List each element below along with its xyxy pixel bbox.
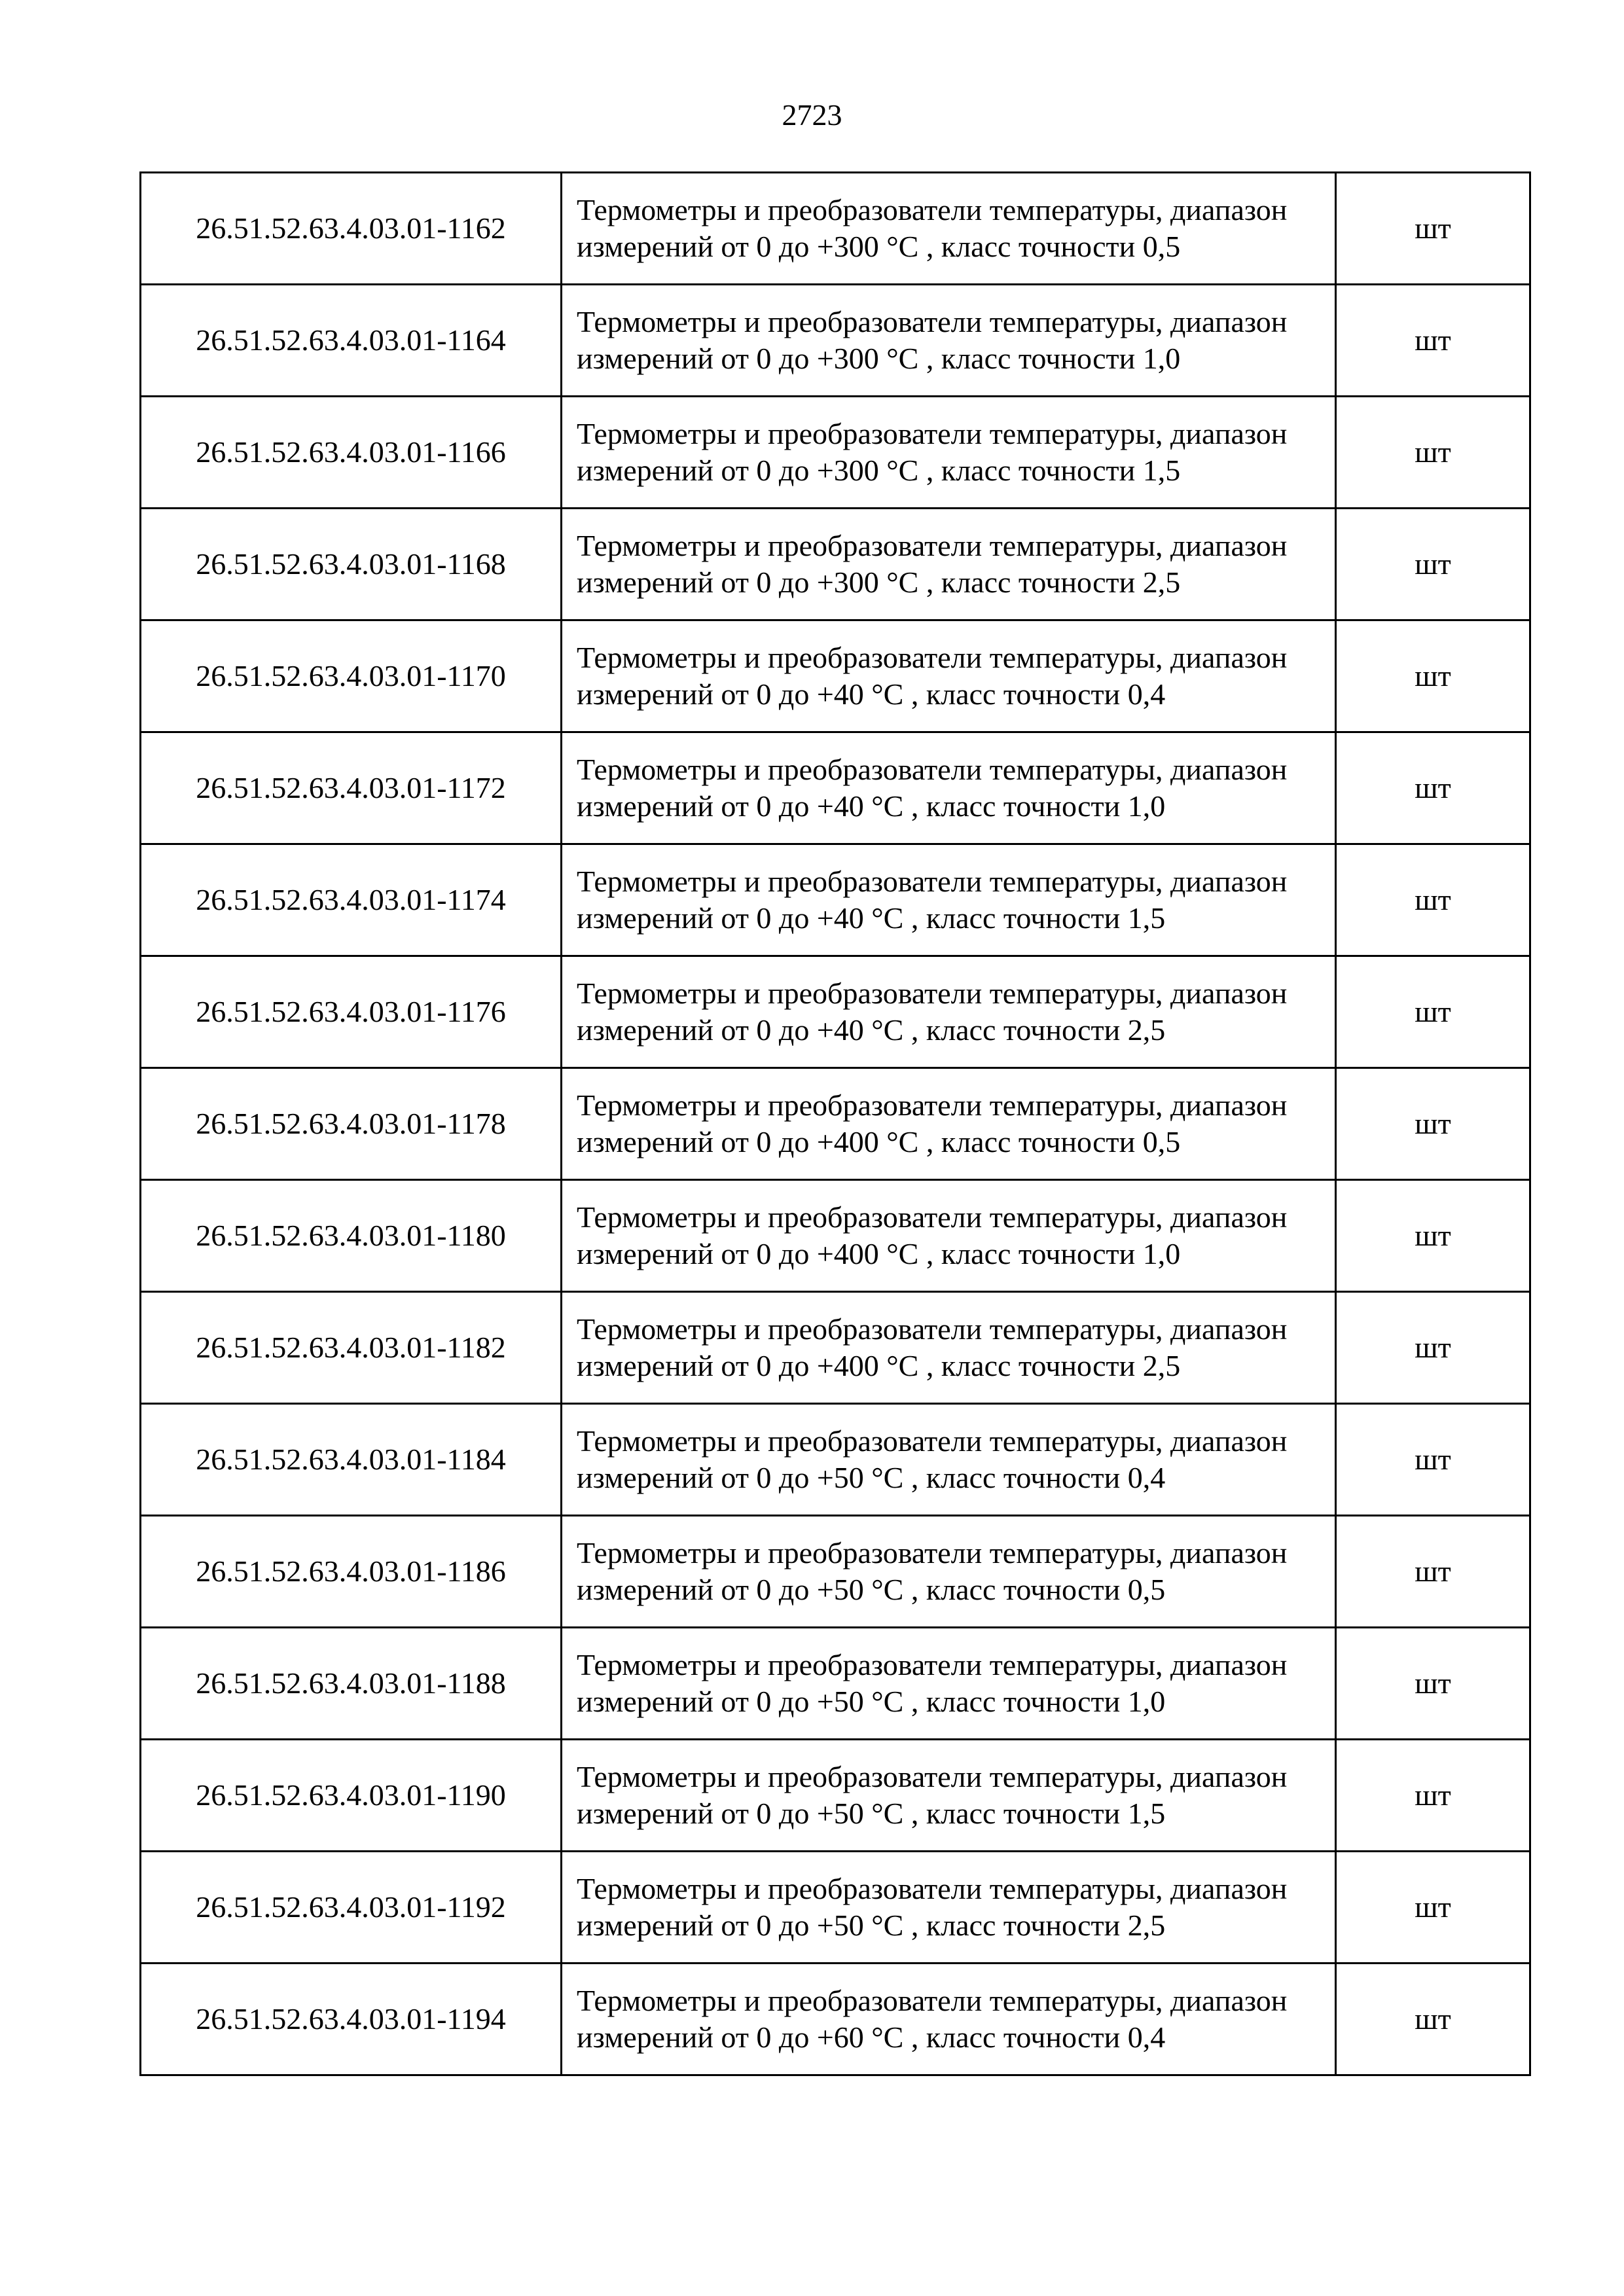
row-code: 26.51.52.63.4.03.01-1180	[141, 1180, 562, 1292]
row-description: Термометры и преобразователи температуры, диапазон измерений от 0 до +400 °С , класс точности 1,0	[562, 1180, 1336, 1292]
table-row	[141, 1964, 1530, 2075]
row-description: Термометры и преобразователи температуры, диапазон измерений от 0 до +50 °С , класс точности 1,0	[562, 1628, 1336, 1740]
table-row	[141, 1516, 1530, 1628]
row-code: 26.51.52.63.4.03.01-1186	[141, 1516, 562, 1628]
table-row	[141, 1628, 1530, 1740]
row-code: 26.51.52.63.4.03.01-1178	[141, 1068, 562, 1180]
row-code: 26.51.52.63.4.03.01-1168	[141, 509, 562, 620]
row-description: Термометры и преобразователи температуры, диапазон измерений от 0 до +400 °С , класс точности 2,5	[562, 1292, 1336, 1404]
row-code: 26.51.52.63.4.03.01-1190	[141, 1740, 562, 1852]
table-row	[141, 844, 1530, 956]
table-row	[141, 509, 1530, 620]
row-unit: шт	[1336, 844, 1530, 956]
row-unit: шт	[1336, 620, 1530, 732]
row-code: 26.51.52.63.4.03.01-1194	[141, 1964, 562, 2075]
row-unit: шт	[1336, 1292, 1530, 1404]
table-row	[141, 285, 1530, 397]
table-row	[141, 732, 1530, 844]
table-row	[141, 1404, 1530, 1516]
row-code: 26.51.52.63.4.03.01-1176	[141, 956, 562, 1068]
row-description: Термометры и преобразователи температуры, диапазон измерений от 0 до +50 °С , класс точности 2,5	[562, 1852, 1336, 1964]
row-unit: шт	[1336, 1740, 1530, 1852]
row-description: Термометры и преобразователи температуры, диапазон измерений от 0 до +400 °С , класс точности 0,5	[562, 1068, 1336, 1180]
table-row	[141, 1740, 1530, 1852]
row-description: Термометры и преобразователи температуры, диапазон измерений от 0 до +50 °С , класс точности 0,4	[562, 1404, 1336, 1516]
row-code: 26.51.52.63.4.03.01-1174	[141, 844, 562, 956]
row-unit: шт	[1336, 1180, 1530, 1292]
row-code: 26.51.52.63.4.03.01-1166	[141, 397, 562, 509]
table-row	[141, 956, 1530, 1068]
row-code: 26.51.52.63.4.03.01-1172	[141, 732, 562, 844]
table-row	[141, 1292, 1530, 1404]
row-code: 26.51.52.63.4.03.01-1188	[141, 1628, 562, 1740]
row-unit: шт	[1336, 1404, 1530, 1516]
row-code: 26.51.52.63.4.03.01-1184	[141, 1404, 562, 1516]
row-description: Термометры и преобразователи температуры, диапазон измерений от 0 до +50 °С , класс точности 1,5	[562, 1740, 1336, 1852]
row-unit: шт	[1336, 732, 1530, 844]
row-description: Термометры и преобразователи температуры, диапазон измерений от 0 до +300 °С , класс точности 1,0	[562, 285, 1336, 397]
row-description: Термометры и преобразователи температуры, диапазон измерений от 0 до +40 °С , класс точности 2,5	[562, 956, 1336, 1068]
table-row	[141, 1068, 1530, 1180]
row-description: Термометры и преобразователи температуры, диапазон измерений от 0 до +40 °С , класс точности 1,5	[562, 844, 1336, 956]
row-unit: шт	[1336, 173, 1530, 285]
row-unit: шт	[1336, 1628, 1530, 1740]
row-code: 26.51.52.63.4.03.01-1182	[141, 1292, 562, 1404]
row-description: Термометры и преобразователи температуры, диапазон измерений от 0 до +300 °С , класс точности 2,5	[562, 509, 1336, 620]
row-code: 26.51.52.63.4.03.01-1162	[141, 173, 562, 285]
row-unit: шт	[1336, 1964, 1530, 2075]
row-description: Термометры и преобразователи температуры, диапазон измерений от 0 до +300 °С , класс точности 1,5	[562, 397, 1336, 509]
row-code: 26.51.52.63.4.03.01-1164	[141, 285, 562, 397]
row-unit: шт	[1336, 285, 1530, 397]
row-description: Термометры и преобразователи температуры, диапазон измерений от 0 до +40 °С , класс точности 0,4	[562, 620, 1336, 732]
row-unit: шт	[1336, 956, 1530, 1068]
row-description: Термометры и преобразователи температуры, диапазон измерений от 0 до +50 °С , класс точности 0,5	[562, 1516, 1336, 1628]
row-unit: шт	[1336, 1516, 1530, 1628]
row-unit: шт	[1336, 1852, 1530, 1964]
table-row	[141, 397, 1530, 509]
row-description: Термометры и преобразователи температуры, диапазон измерений от 0 до +60 °С , класс точности 0,4	[562, 1964, 1336, 2075]
table-row	[141, 1852, 1530, 1964]
table-row	[141, 1180, 1530, 1292]
row-description: Термометры и преобразователи температуры, диапазон измерений от 0 до +40 °С , класс точности 1,0	[562, 732, 1336, 844]
page-number: 2723	[782, 98, 842, 132]
row-unit: шт	[1336, 509, 1530, 620]
table-row	[141, 173, 1530, 285]
row-description: Термометры и преобразователи температуры, диапазон измерений от 0 до +300 °С , класс точности 0,5	[562, 173, 1336, 285]
row-code: 26.51.52.63.4.03.01-1170	[141, 620, 562, 732]
row-unit: шт	[1336, 397, 1530, 509]
row-unit: шт	[1336, 1068, 1530, 1180]
row-code: 26.51.52.63.4.03.01-1192	[141, 1852, 562, 1964]
table-row	[141, 620, 1530, 732]
price-table	[139, 171, 1531, 2076]
